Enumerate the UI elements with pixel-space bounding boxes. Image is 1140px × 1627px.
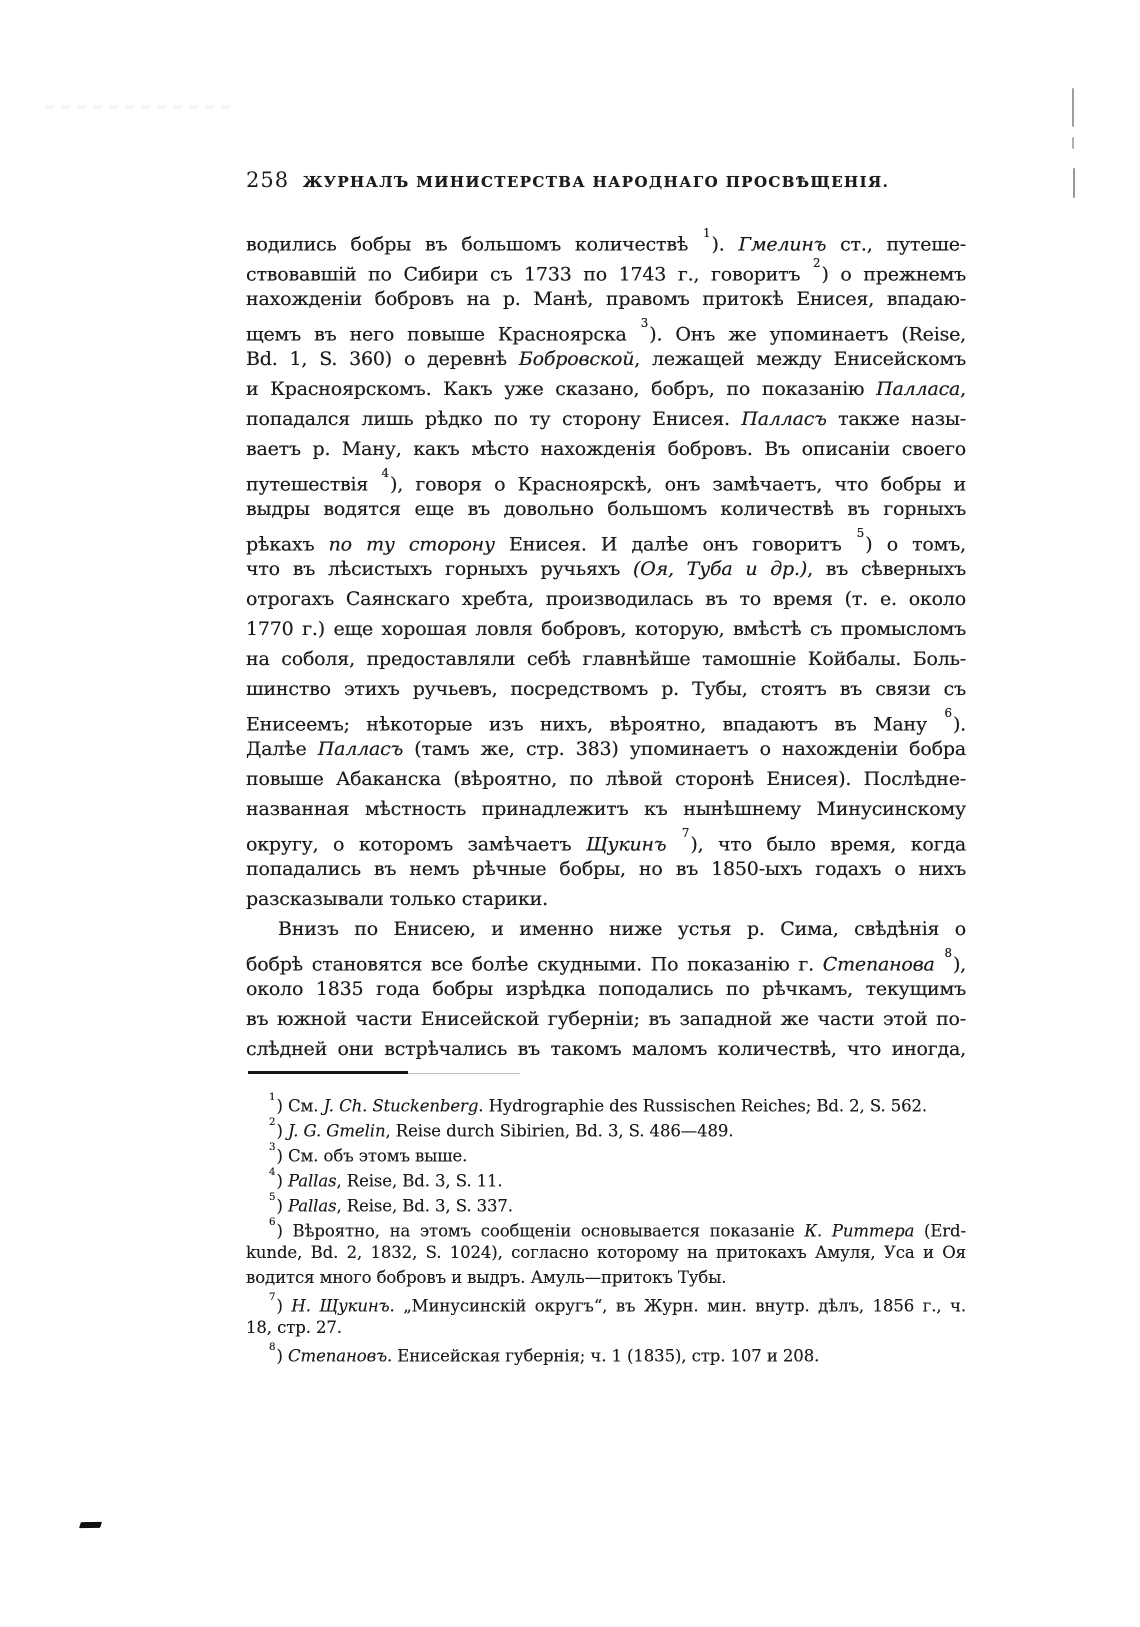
text-line: повыше Абаканска (вѣроятно, по лѣвой сторонѣ Енисея). Послѣдне- [246, 768, 966, 790]
footnote [246, 1165, 966, 1190]
italic-text: J. Ch. Stuckenberg [323, 1096, 479, 1116]
italic-text: Н. Щукинъ [291, 1296, 390, 1316]
footnote-ref: 3 [269, 1141, 276, 1153]
footnote-ref: 7 [269, 1291, 276, 1303]
footnote [246, 1115, 966, 1140]
footnote-ref: 2 [812, 256, 821, 271]
footnote-line: kunde, Bd. 2, 1832, S. 1024), согласно которому на притокахъ Амуля, Уса и Оя [246, 1243, 966, 1262]
footnote-ref: 6 [269, 1216, 276, 1228]
text-line: на соболя, предоставляли себѣ главнѣйше тамошніе Койбалы. Боль- [246, 648, 966, 670]
footnote-line: $^4$) Pallas, Reise, Bd. 3, S. 11. [269, 1166, 503, 1191]
footnote [246, 1290, 966, 1340]
text-line: Енисеемъ; нѣкоторые изъ нихъ, вѣроятно, впадаютъ въ Ману $^6$). [246, 706, 966, 736]
scan-scratch-artifact [1072, 88, 1074, 127]
footnote-ref: 4 [269, 1166, 276, 1178]
footnote-line: $^7$) Н. Щукинъ. „Минусинскій округъ“, въ Журн. мин. внутр. дѣлъ, 1856 г., ч. [269, 1291, 967, 1316]
footnote-ref: 5 [856, 526, 865, 541]
text-line: путешествія $^4$), говоря о Красноярскѣ, онъ замѣчаетъ, что бобры и [246, 466, 966, 496]
italic-text: по ту сторону [328, 533, 495, 556]
footnote-line: $^2$) J. G. Gmelin, Reise durch Sibirien, Bd. 3, S. 486—489. [269, 1116, 734, 1141]
italic-text: К. Риттера [804, 1221, 915, 1241]
italic-text: Щукинъ [586, 833, 667, 856]
italic-text: Степановъ [288, 1346, 388, 1366]
text-line: ваетъ р. Ману, какъ мѣсто нахожденія бобровъ. Въ описаніи своего [246, 438, 966, 460]
text-line: около 1835 года бобры изрѣдка поподались по рѣчкамъ, текущимъ [246, 978, 966, 1000]
italic-text: (Оя, Туба и др.) [633, 558, 808, 580]
text-line: шинство этихъ ручьевъ, посредствомъ р. Тубы, стоятъ въ связи съ [246, 678, 966, 700]
text-line: выдры водятся еще въ довольно большомъ количествѣ въ горныхъ [246, 498, 966, 520]
footnote-ref: 8 [944, 946, 952, 961]
text-line: Внизъ по Енисею, и именно ниже устья р. Сима, свѣдѣнія о [278, 918, 966, 940]
text-line: попадался лишь рѣдко по ту сторону Енисея. Палласъ также назы- [246, 408, 966, 430]
text-line: въ южной части Енисейской губерніи; въ западной же части этой по- [246, 1008, 966, 1030]
text-line: нахожденіи бобровъ на р. Манѣ, правомъ притокѣ Енисея, впадаю- [246, 288, 966, 310]
text-line: разсказывали только старики. [246, 888, 548, 910]
text-line: названная мѣстность принадлежитъ къ нынѣшнему Минусинскому [246, 798, 966, 820]
running-header: ЖУРНАЛЪ МИНИСТЕРСТВА НАРОДНАГО ПРОСВѢЩЕНІЯ. [302, 173, 890, 191]
footnote-ref: 1 [269, 1091, 276, 1103]
text-line: округу, о которомъ замѣчаетъ Щукинъ $^7$), что было время, когда [246, 826, 966, 856]
italic-text: Pallas [288, 1196, 337, 1216]
italic-text: Степанова [822, 953, 935, 976]
footnote-ref: 2 [269, 1116, 276, 1128]
text-line: водились бобры въ большомъ количествѣ $^1$). Гмелинъ ст., путеше- [246, 226, 966, 256]
scan-ink-dash-artifact [79, 1522, 102, 1528]
footnote-line: $^1$) См. J. Ch. Stuckenberg. Hydrographie des Russischen Reiches; Bd. 2, S. 562. [269, 1091, 928, 1116]
footnote-line: $^5$) Pallas, Reise, Bd. 3, S. 337. [269, 1191, 513, 1216]
body-text [246, 224, 966, 1064]
scan-scratch-artifact [1073, 168, 1075, 198]
footnotes-list [246, 1090, 966, 1365]
footnote-separator-faint [408, 1073, 520, 1074]
text-line: 1770 г.) еще хорошая ловля бобровъ, которую, вмѣстѣ съ промысломъ [246, 618, 966, 640]
italic-text: Бобровской [518, 348, 635, 370]
italic-text: Палласа [876, 378, 961, 400]
footnote-ref: 4 [381, 466, 389, 481]
text-line: Bd. 1, S. 360) о деревнѣ Бобровской, лежащей между Енисейскомъ [246, 348, 966, 370]
page-number: 258 [246, 168, 290, 192]
footnote-line: $^6$) Вѣроятно, на этомъ сообщеніи основывается показаніе К. Риттера (Erd- [269, 1216, 966, 1241]
footnote-ref: 3 [640, 316, 649, 331]
footnote-line: $^8$) Степановъ. Енисейская губернія; ч. 1 (1835), стр. 107 и 208. [269, 1341, 820, 1366]
text-line: попадались въ немъ рѣчные бобры, но въ 1850-ыхъ годахъ о нихъ [246, 858, 966, 880]
footnote-line: $^3$) См. объ этомъ выше. [269, 1141, 468, 1166]
text-line: Далѣе Палласъ (тамъ же, стр. 383) упоминаетъ о нахожденіи бобра [246, 738, 966, 760]
footnote-ref: 8 [269, 1341, 276, 1353]
footnote-ref: 1 [703, 226, 711, 241]
footnote [246, 1140, 966, 1165]
scan-noise-artifact [45, 105, 235, 109]
italic-text: Pallas [288, 1171, 337, 1191]
text-line: слѣдней они встрѣчались въ такомъ маломъ количествѣ, что иногда, [246, 1038, 966, 1060]
italic-text: Палласъ [317, 738, 404, 760]
italic-text: J. G. Gmelin [288, 1121, 386, 1141]
footnote [246, 1340, 966, 1365]
scan-scratch-artifact [1072, 137, 1074, 149]
footnote [246, 1090, 966, 1115]
text-line: рѣкахъ по ту сторону Енисея. И далѣе онъ говоритъ $^5$) о томъ, [246, 526, 966, 556]
footnote-ref: 6 [944, 706, 952, 721]
footnote-ref: 7 [681, 826, 690, 841]
text-line: что въ лѣсистыхъ горныхъ ручьяхъ (Оя, Туба и др.), въ сѣверныхъ [246, 558, 966, 580]
text-line: ствовавшій по Сибири съ 1733 по 1743 г., говоритъ $^2$) о прежнемъ [246, 256, 966, 286]
footnote [246, 1215, 966, 1290]
footnote-separator [248, 1071, 408, 1074]
text-line: щемъ въ него повыше Красноярска $^3$). Онъ же упоминаетъ (Reise, [246, 316, 966, 346]
footnote-line: 18, стр. 27. [246, 1318, 342, 1337]
text-line: и Красноярскомъ. Какъ уже сказано, бобръ, по показанію Палласа, [246, 378, 966, 400]
text-line: отрогахъ Саянскаго хребта, производилась въ то время (т. е. около [246, 588, 966, 610]
footnote [246, 1190, 966, 1215]
text-line: бобрѣ становятся все болѣе скудными. По показанію г. Степанова $^8$), [246, 946, 966, 976]
footnote-line: водится много бобровъ и выдръ. Амуль—притокъ Тубы. [246, 1268, 727, 1287]
italic-text: Палласъ [741, 408, 827, 430]
italic-text: Гмелинъ [738, 233, 827, 256]
footnote-ref: 5 [269, 1191, 276, 1203]
